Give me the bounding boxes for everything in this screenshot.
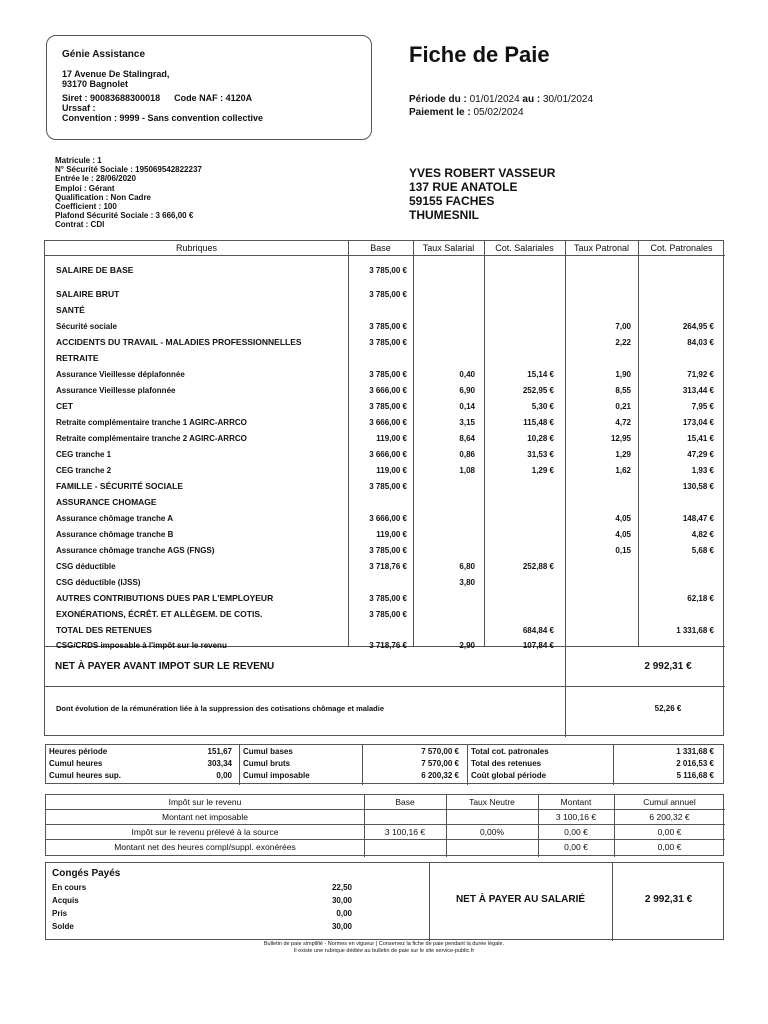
row-cp: 7,95 € (691, 402, 714, 411)
row-ts: 2,90 (459, 641, 475, 650)
row-base: 3 785,00 € (369, 370, 407, 379)
cumul-label: Cumul heures (49, 759, 103, 768)
row-label: Retraite complémentaire tranche 1 AGIRC-ARRCO (56, 418, 247, 427)
row-ts: 1,08 (459, 466, 475, 475)
table-row (45, 303, 725, 318)
company-siret-line (62, 93, 356, 103)
row-base: 3 666,00 € (369, 386, 407, 395)
row-cs: 10,28 € (527, 434, 554, 443)
row-label: Assurance chômage tranche B (56, 530, 174, 539)
row-label: ACCIDENTS DU TRAVAIL - MALADIES PROFESSIONNELLES (56, 337, 302, 347)
cumul-value: 303,34 (207, 759, 232, 768)
cumul-value: 7 570,00 € (421, 747, 459, 756)
payment-label: Paiement le : (409, 107, 471, 118)
cumul-label: Total des retenues (471, 759, 542, 768)
header-base: Base (370, 243, 391, 253)
cumul-label: Cumul imposable (243, 771, 310, 780)
impot-header: Cumul annuel (643, 797, 696, 807)
employee-street: 137 RUE ANATOLE (409, 180, 518, 194)
table-row (45, 319, 725, 334)
cumul-label: Cumul bases (243, 747, 293, 756)
company-name: Génie Assistance (62, 49, 146, 60)
cumul-value: 6 200,32 € (421, 771, 459, 780)
row-cp: 5,68 € (691, 546, 714, 555)
table-row (45, 543, 725, 558)
row-tp: 4,72 (615, 418, 631, 427)
table-row (45, 623, 725, 638)
cumul-label: Coût global période (471, 771, 547, 780)
cumul-value: 2 016,53 € (676, 759, 714, 768)
conges-label: En cours (52, 883, 87, 892)
row-cs: 5,30 € (531, 402, 554, 411)
company-convention: Convention : 9999 - Sans convention collective (62, 113, 264, 123)
row-tp: 4,05 (615, 514, 631, 523)
employee-address (409, 166, 555, 222)
row-label: CSG/CRDS imposable à l'impôt sur le revenu (56, 641, 227, 650)
conges-label: Acquis (52, 896, 79, 905)
col-divider (362, 745, 363, 785)
row-cp: 148,47 € (682, 514, 714, 523)
row-tp: 0,21 (615, 402, 631, 411)
footer-line: Bulletin de paie simplifié - Normes en vigueur | Conservez la fiche de paie pendant la durée légale. (263, 941, 505, 947)
conges-value: 30,00 (331, 896, 352, 905)
header-divider (45, 255, 725, 256)
cumul-label: Total cot. patronales (471, 747, 549, 756)
row-tp: 8,55 (615, 386, 631, 395)
row-base: 3 785,00 € (369, 610, 407, 619)
document-title: Fiche de Paie (409, 42, 550, 67)
employer-box (46, 35, 372, 140)
row-cp: 47,29 € (687, 450, 714, 459)
period-mid: au : (522, 94, 541, 105)
table-row (45, 263, 725, 278)
conges-title: Congés Payés (52, 868, 121, 879)
col-divider (467, 745, 468, 785)
header-taux-patronal: Taux Patronal (573, 243, 630, 253)
row-tp: 0,15 (615, 546, 631, 555)
row-base: 3 666,00 € (369, 514, 407, 523)
impot-taux: 0,00% (479, 827, 505, 837)
employee-city2: THUMESNIL (409, 208, 479, 222)
row-tp: 7,00 (615, 322, 631, 331)
row-label: Retraite complémentaire tranche 2 AGIRC-ARRCO (56, 434, 247, 443)
impot-row-label: Montant net imposable (162, 812, 248, 822)
row-label: CSG déductible (IJSS) (56, 578, 141, 587)
impot-montant: 3 100,16 € (555, 812, 597, 822)
row-cp: 1,93 € (691, 466, 714, 475)
footer (0, 941, 768, 954)
row-base: 3 785,00 € (369, 290, 407, 299)
employee-info (55, 156, 202, 230)
row-cs: 15,14 € (527, 370, 554, 379)
row-tp: 1,62 (615, 466, 631, 475)
income-tax-table (45, 794, 724, 856)
impot-montant: 0,00 € (564, 827, 588, 837)
period-from: 01/01/2024 (469, 94, 520, 105)
header-rubriques: Rubriques (175, 243, 218, 253)
table-row (45, 607, 725, 622)
employee-info-line: Qualification : Non Cadre (55, 192, 152, 202)
impot-row-label: Impôt sur le revenu prélevé à la source (131, 827, 279, 837)
evolution-label: Dont évolution de la rémunération liée à la suppression des cotisations chômage et maladie (56, 704, 385, 713)
row-base: 119,00 € (376, 466, 407, 475)
row-cs: 1,29 € (531, 466, 554, 475)
row-base: 3 666,00 € (369, 418, 407, 427)
period-block (409, 93, 593, 119)
row-ts: 0,14 (459, 402, 475, 411)
company-urssaf: Urssaf : (62, 103, 96, 113)
table-row (45, 431, 725, 446)
row-label: CET (56, 401, 73, 411)
row-label: CEG tranche 1 (56, 450, 112, 459)
impot-base: 3 100,16 € (384, 827, 426, 837)
table-row (45, 399, 725, 414)
row-label: FAMILLE - SÉCURITÉ SOCIALE (56, 481, 184, 491)
row-base: 3 718,76 € (369, 562, 407, 571)
net-to-pay-value: 2 992,31 € (644, 894, 693, 905)
row-cp: 71,92 € (687, 370, 714, 379)
cumul-value: 7 570,00 € (421, 759, 459, 768)
row-cp: 264,95 € (682, 322, 714, 331)
evolution-value: 52,26 € (654, 704, 682, 713)
table-row (45, 287, 725, 302)
table-row (45, 447, 725, 462)
row-base: 119,00 € (376, 434, 407, 443)
row-tp: 4,05 (615, 530, 631, 539)
row-label: ASSURANCE CHOMAGE (56, 497, 157, 507)
impot-montant: 0,00 € (564, 842, 588, 852)
net-to-pay-label: NET À PAYER AU SALARIÉ (455, 894, 586, 905)
employee-info-line: Coefficient : 100 (55, 202, 117, 212)
row-base: 3 785,00 € (369, 266, 407, 275)
row-tp: 1,90 (615, 370, 631, 379)
row-ts: 0,40 (459, 370, 475, 379)
table-row (45, 479, 725, 494)
row-base: 3 718,76 € (369, 641, 407, 650)
footer-line: Il existe une rubrique dédiée au bulletin de paie sur le site service-public.fr (293, 947, 475, 954)
period-line (409, 93, 593, 106)
row-label: EXONÉRATIONS, ÉCRÊT. ET ALLÈGEM. DE COTIS. (56, 609, 263, 619)
row-ts: 3,80 (459, 578, 475, 587)
evolution-divider (45, 686, 725, 687)
net-before-tax-value: 2 992,31 € (644, 661, 692, 672)
table-row (45, 351, 725, 366)
row-ts: 3,15 (459, 418, 475, 427)
row-cp: 1 331,68 € (676, 626, 714, 635)
impot-header: Montant (560, 797, 592, 807)
table-row (45, 575, 725, 590)
conges-value: 30,00 (331, 922, 352, 931)
table-row (45, 383, 725, 398)
row-label: Assurance Vieillesse déplafonnée (56, 370, 185, 379)
cumul-value: 5 116,68 € (676, 771, 714, 780)
row-label: SALAIRE DE BASE (56, 265, 134, 275)
cumul-label: Cumul bruts (243, 759, 291, 768)
company-naf: Code NAF : 4120A (174, 93, 253, 103)
impot-header: Taux Neutre (469, 797, 515, 807)
row-cs: 252,88 € (522, 562, 554, 571)
employee-info-line: N° Sécurité Sociale : 195069542822237 (55, 165, 202, 175)
header-taux-salarial: Taux Salarial (422, 243, 475, 253)
table-row (45, 463, 725, 478)
row-ts: 8,64 (459, 434, 475, 443)
row-cp: 173,04 € (682, 418, 714, 427)
header-cot-patronales: Cot. Patronales (650, 243, 713, 253)
row-base: 3 785,00 € (369, 322, 407, 331)
row-base: 119,00 € (376, 530, 407, 539)
impot-header: Base (395, 797, 415, 807)
impot-cumul: 6 200,32 € (649, 812, 690, 822)
row-base: 3 785,00 € (369, 338, 407, 347)
company-siret: Siret : 90083688300018 (62, 93, 161, 103)
conges-value: 0,00 (336, 909, 352, 918)
row-cp: 15,41 € (687, 434, 714, 443)
row-ts: 6,80 (459, 562, 475, 571)
table-row (45, 335, 725, 350)
impot-row-label: Montant net des heures compl/suppl. exonérées (114, 842, 296, 852)
row-cp: 4,82 € (691, 530, 714, 539)
cumul-value: 151,67 (207, 747, 232, 756)
impot-header: Impôt sur le revenu (168, 797, 242, 807)
row-cs: 107,84 € (522, 641, 554, 650)
table-row (45, 559, 725, 574)
row-tp: 1,29 (615, 450, 631, 459)
row-cs: 31,53 € (527, 450, 554, 459)
row-base: 3 785,00 € (369, 482, 407, 491)
row-ts: 0,86 (459, 450, 475, 459)
row-cp: 84,03 € (687, 338, 714, 347)
net-before-tax-label: NET À PAYER AVANT IMPOT SUR LE REVENU (55, 661, 275, 672)
impot-cumul: 0,00 € (657, 827, 682, 837)
payment-date: 05/02/2024 (473, 107, 524, 118)
conges-label: Solde (52, 922, 74, 931)
row-label: SANTÉ (56, 305, 85, 315)
row-tp: 12,95 (610, 434, 631, 443)
employee-info-line: Plafond Sécurité Sociale : 3 666,00 € (55, 211, 194, 221)
company-address-line2: 93170 Bagnolet (62, 79, 129, 89)
row-label: Assurance chômage tranche AGS (FNGS) (56, 546, 215, 555)
row-base: 3 785,00 € (369, 402, 407, 411)
cumuls-table (45, 744, 724, 784)
period-to: 30/01/2024 (542, 94, 594, 105)
row-label: AUTRES CONTRIBUTIONS DUES PAR L'EMPLOYEUR (56, 593, 274, 603)
employee-name: YVES ROBERT VASSEUR (409, 166, 556, 180)
row-base: 3 666,00 € (369, 450, 407, 459)
row-base: 3 785,00 € (369, 594, 407, 603)
row-label: TOTAL DES RETENUES (56, 625, 152, 635)
row-cp: 130,58 € (682, 482, 714, 491)
col-divider (239, 745, 240, 785)
table-row (45, 415, 725, 430)
cumul-value: 1 331,68 € (676, 747, 714, 756)
cumul-label: Cumul heures sup. (49, 771, 122, 780)
table-row (45, 638, 725, 653)
row-cp: 313,44 € (682, 386, 714, 395)
company-address-line1: 17 Avenue De Stalingrad, (62, 69, 170, 79)
table-row (45, 527, 725, 542)
row-cs: 115,48 € (523, 418, 554, 427)
row-label: Assurance chômage tranche A (56, 514, 174, 523)
cumul-label: Heures période (49, 747, 108, 756)
impot-cumul: 0,00 € (657, 842, 682, 852)
employee-info-line: Matricule : 1 (55, 156, 102, 165)
row-cs: 684,84 € (522, 626, 554, 635)
row-label: RETRAITE (56, 353, 99, 363)
table-row (45, 495, 725, 510)
payment-line (409, 106, 593, 119)
row-cp: 62,18 € (687, 594, 714, 603)
conges-value: 22,50 (331, 883, 352, 892)
payroll-table (44, 240, 724, 736)
row-label: Assurance Vieillesse plafonnée (56, 386, 176, 395)
paid-leave-table (45, 862, 724, 940)
header-cot-salariales: Cot. Salariales (495, 243, 554, 253)
conges-label: Pris (52, 909, 68, 918)
row-label: CEG tranche 2 (56, 466, 112, 475)
col-divider (613, 745, 614, 785)
period-label: Période du : (409, 94, 467, 105)
employee-info-line: Emploi : Gérant (55, 183, 115, 193)
table-row (45, 511, 725, 526)
table-row (45, 367, 725, 382)
row-label: CSG déductible (56, 562, 116, 571)
row-label: SALAIRE BRUT (56, 289, 120, 299)
row-ts: 6,90 (459, 386, 475, 395)
row-tp: 2,22 (615, 338, 631, 347)
employee-info-line: Entrée le : 28/06/2020 (55, 174, 136, 184)
table-row (45, 591, 725, 606)
employee-info-line: Contrat : CDI (55, 220, 105, 230)
row-base: 3 785,00 € (369, 546, 407, 555)
row-cs: 252,95 € (522, 386, 554, 395)
employee-city: 59155 FACHES (409, 194, 495, 208)
cumul-value: 0,00 (216, 771, 232, 780)
row-label: Sécurité sociale (56, 322, 117, 331)
